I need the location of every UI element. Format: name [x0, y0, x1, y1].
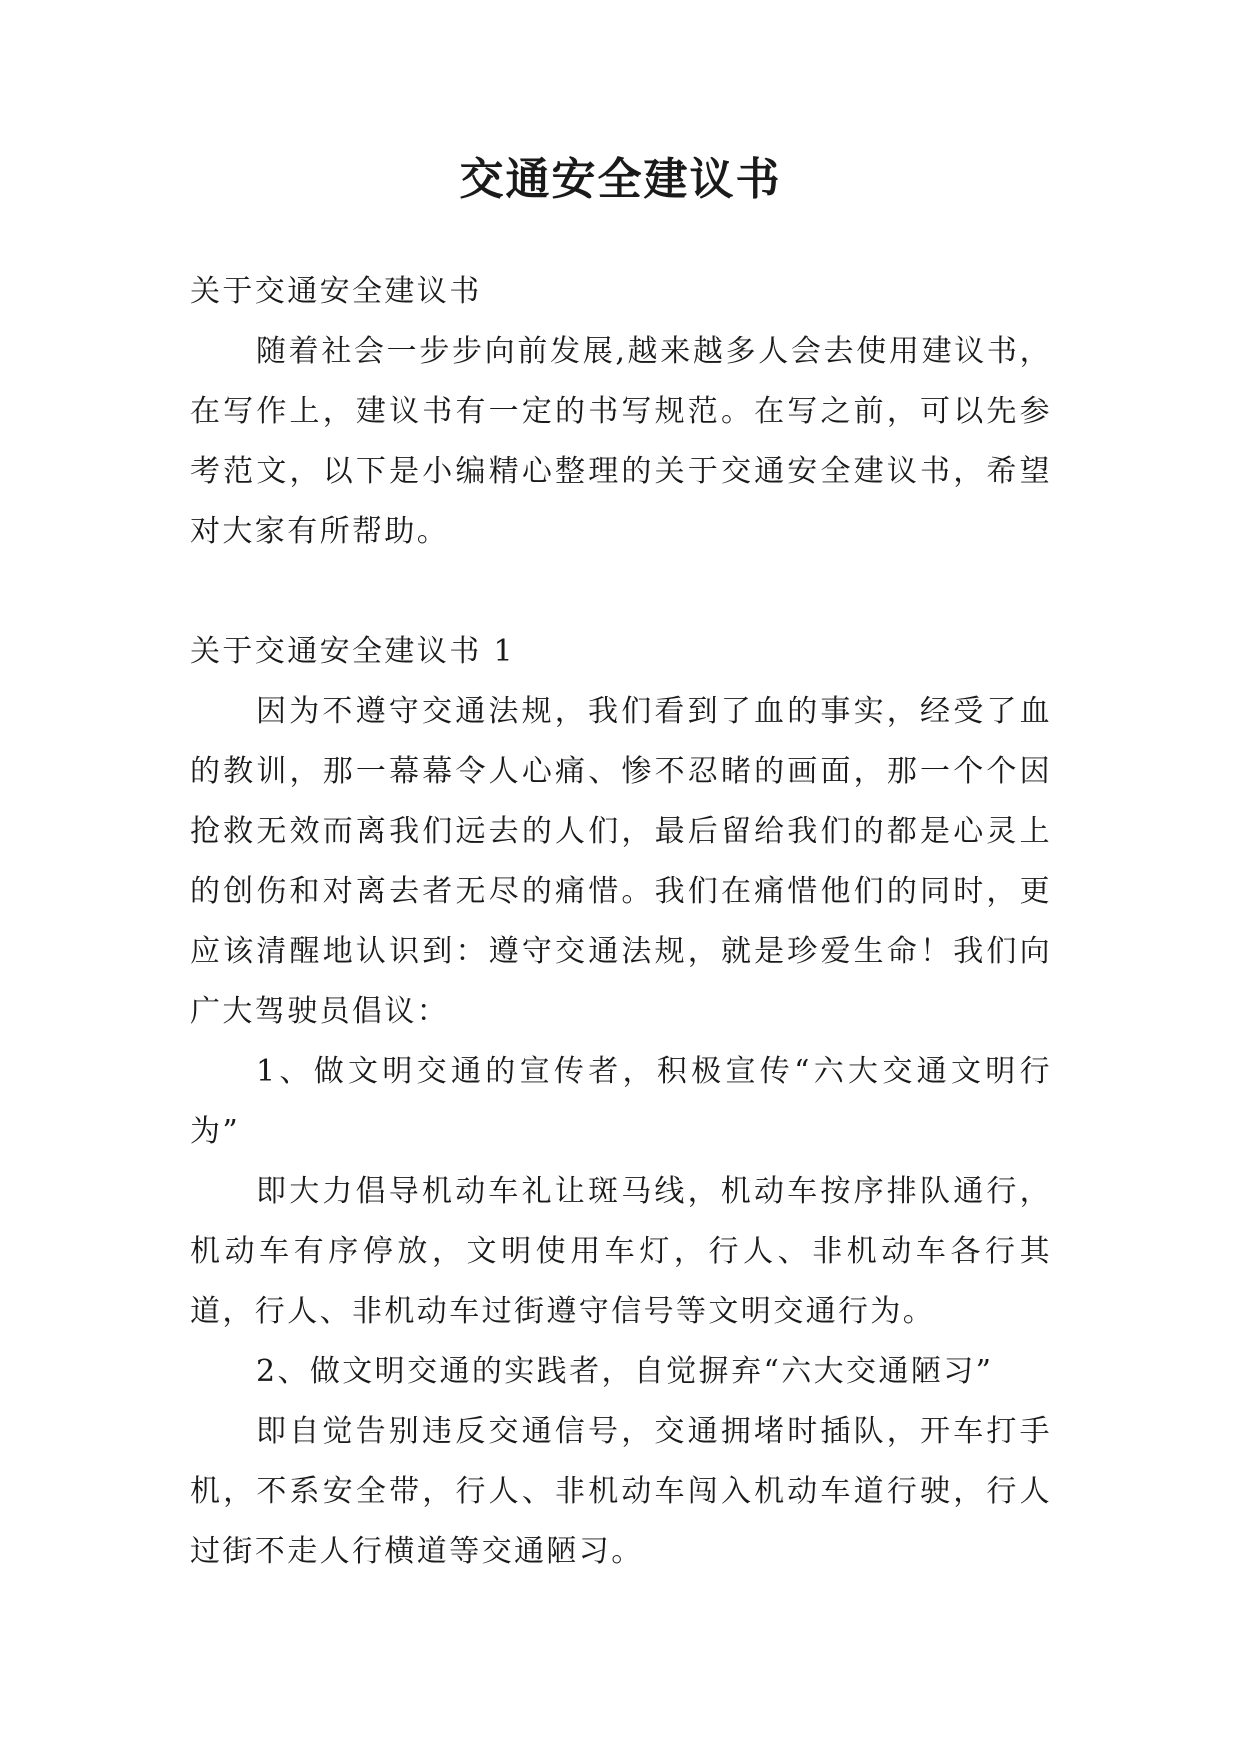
section1-paragraph-4: 2、做文明交通的实践者，自觉摒弃“六大交通陋习”: [256, 1354, 994, 1389]
intro-heading: 关于交通安全建议书: [190, 274, 482, 309]
document-body: [190, 262, 1052, 1582]
section1-heading: 关于交通安全建议书 1: [190, 634, 516, 669]
intro-paragraph: 随着社会一步步向前发展,越来越多人会去使用建议书，在写作上，建议书有一定的书写规范。在写之前，可以先参考范文，以下是小编精心整理的关于交通安全建议书，希望对大家有所帮助。: [190, 334, 1052, 549]
section1-paragraph-1: 因为不遵守交通法规，我们看到了血的事实，经受了血的教训，那一幕幕令人心痛、惨不忍睹的画面，那一个个因抢救无效而离我们远去的人们，最后留给我们的都是心灵上的创伤和对离去者无尽的痛惜。我们在痛惜他们的同时，更应该清醒地认识到：遵守交通法规，就是珍爱生命！我们向广大驾驶员倡议：: [190, 694, 1052, 1029]
section1-paragraph-5: 即自觉告别违反交通信号，交通拥堵时插队，开车打手机，不系安全带，行人、非机动车闯入机动车道行驶，行人过街不走人行横道等交通陋习。: [190, 1414, 1052, 1569]
section1-paragraph-2: 1、做文明交通的宣传者，积极宣传“六大交通文明行为”: [190, 1054, 1052, 1149]
section1-paragraph-3: 即大力倡导机动车礼让斑马线，机动车按序排队通行，机动车有序停放，文明使用车灯，行人、非机动车各行其道，行人、非机动车过街遵守信号等文明交通行为。: [190, 1174, 1052, 1329]
section-spacer: [190, 562, 1052, 622]
document-title: 交通安全建议书: [459, 154, 782, 205]
